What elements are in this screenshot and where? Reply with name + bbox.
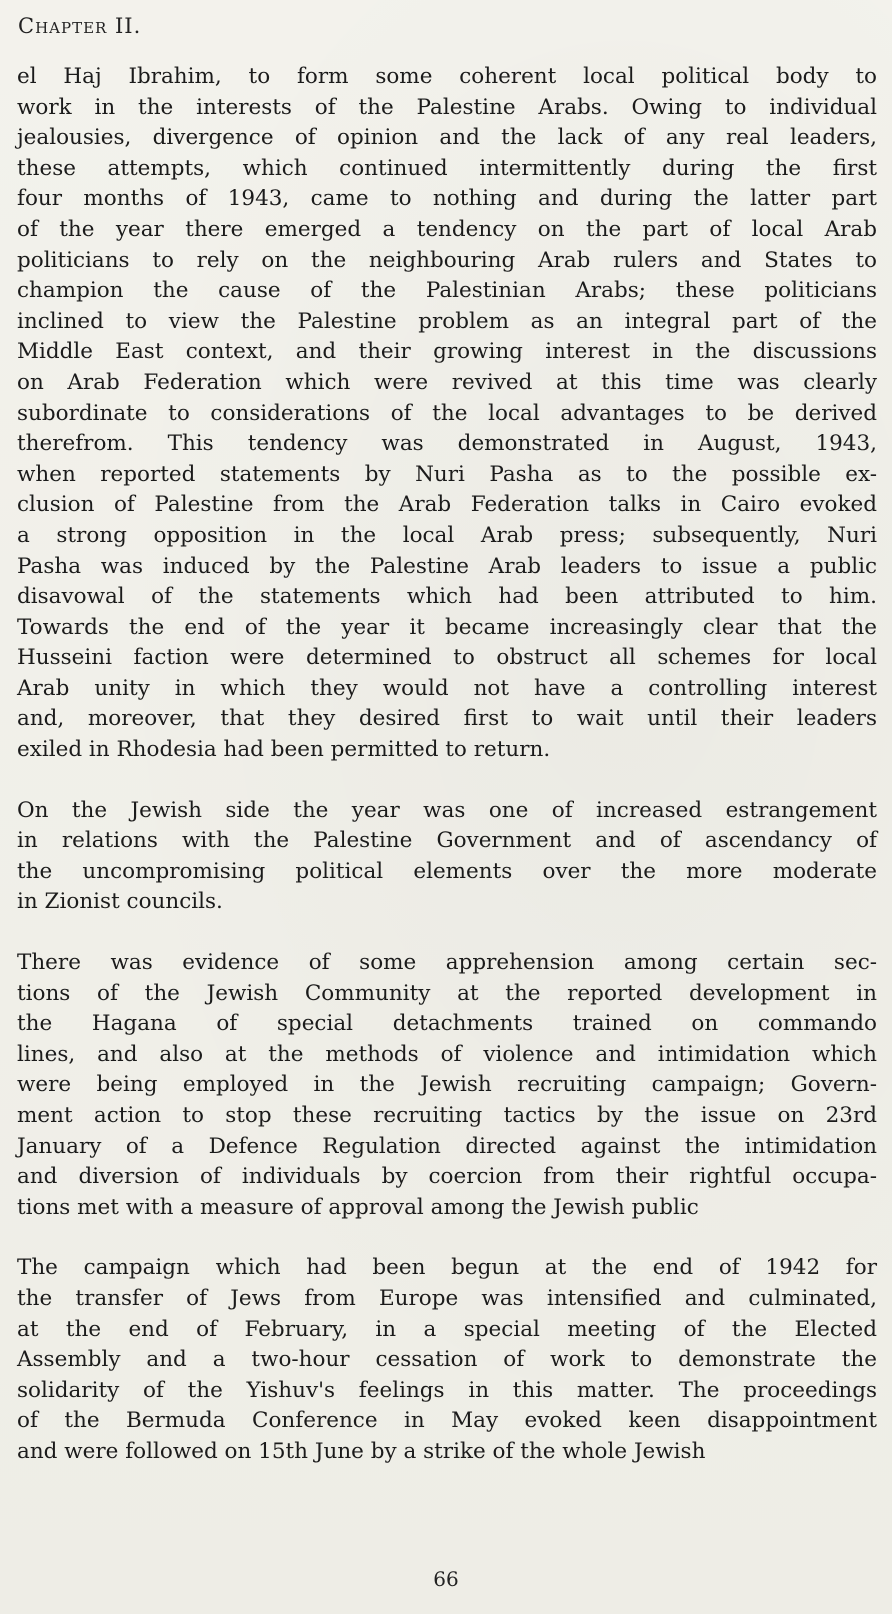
text-line: of the Bermuda Conference in May evoked keen disappointment — [17, 1408, 877, 1434]
text-line: el Haj Ibrahim, to form some coherent local political body to — [17, 64, 877, 89]
text-line: on Arab Federation which were revived at this time was clearly — [17, 369, 877, 395]
page-number: 66 — [433, 1567, 459, 1591]
text-line: clusion of Palestine from the Arab Federation talks in Cairo evoked — [17, 492, 877, 518]
text-line: Towards the end of the year it became increasingly clear that the — [17, 614, 877, 640]
text-line: of the year there emerged a tendency on the part of local Arab — [17, 216, 877, 242]
text-line: the uncompromising political elements over the more moderate — [17, 858, 877, 884]
text-line: the transfer of Jews from Europe was intensified and culminated, — [17, 1285, 877, 1311]
text-line: and diversion of individuals by coercion from their rightful occupa- — [17, 1164, 877, 1190]
text-line: disavowal of the statements which had been attributed to him. — [17, 584, 877, 610]
paragraph — [17, 796, 877, 918]
text-line: and, moreover, that they desired first to wait until their leaders — [17, 706, 877, 732]
text-line: exiled in Rhodesia had been permitted to return. — [17, 737, 551, 763]
text-line: Middle East context, and their growing interest in the discussions — [17, 339, 877, 365]
text-line: tions met with a measure of approval among the Jewish public — [17, 1194, 699, 1220]
text-line: at the end of February, in a special meeting of the Elected — [17, 1316, 877, 1342]
chapter-heading: Chapter II. — [18, 14, 142, 38]
text-line: subordinate to considerations of the local advantages to be derived — [17, 400, 877, 426]
text-line: four months of 1943, came to nothing and during the latter part — [17, 186, 877, 212]
text-line: these attempts, which continued intermittently during the first — [17, 155, 877, 181]
text-line: work in the interests of the Palestine Arabs. Owing to individual — [17, 94, 877, 120]
text-line: when reported statements by Nuri Pasha as to the possible ex- — [17, 461, 877, 487]
text-line: Husseini faction were determined to obstruct all schemes for local — [17, 645, 877, 671]
text-line: jealousies, divergence of opinion and the lack of any real leaders, — [17, 125, 877, 151]
text-line: Arab unity in which they would not have a controlling interest — [17, 675, 877, 701]
paragraph — [17, 1253, 877, 1467]
body-text — [17, 62, 877, 1498]
paragraph — [17, 62, 877, 766]
text-line: lines, and also at the methods of violence and intimidation which — [17, 1041, 877, 1067]
text-line: There was evidence of some apprehension among certain sec- — [17, 950, 877, 976]
text-line: a strong opposition in the local Arab press; subsequently, Nuri — [17, 522, 877, 548]
text-line: in relations with the Palestine Government and of ascendancy of — [17, 828, 877, 854]
paragraph — [17, 948, 877, 1223]
text-line: politicians to rely on the neighbouring Arab rulers and States to — [17, 247, 877, 273]
text-line: therefrom. This tendency was demonstrated in August, 1943, — [17, 431, 877, 457]
text-line: in Zionist councils. — [17, 889, 223, 915]
text-line: Pasha was induced by the Palestine Arab leaders to issue a public — [17, 553, 877, 579]
text-line: The campaign which had been begun at the end of 1942 for — [17, 1255, 877, 1281]
text-line: were being employed in the Jewish recruiting campaign; Govern- — [17, 1072, 877, 1098]
text-line: January of a Defence Regulation directed against the intimidation — [17, 1133, 877, 1159]
text-line: solidarity of the Yishuv's feelings in this matter. The proceedings — [17, 1377, 877, 1403]
text-line: On the Jewish side the year was one of increased estrangement — [17, 797, 877, 823]
text-line: ment action to stop these recruiting tactics by the issue on 23rd — [17, 1103, 877, 1128]
text-line: champion the cause of the Palestinian Arabs; these politicians — [17, 278, 877, 304]
text-line: inclined to view the Palestine problem as an integral part of the — [17, 308, 877, 334]
text-line: Assembly and a two-hour cessation of work to demonstrate the — [17, 1347, 877, 1373]
text-line: and were followed on 15th June by a strike of the whole Jewish — [17, 1438, 706, 1464]
text-line: tions of the Jewish Community at the reported development in — [17, 980, 877, 1006]
text-line: the Hagana of special detachments trained on commando — [17, 1011, 877, 1037]
